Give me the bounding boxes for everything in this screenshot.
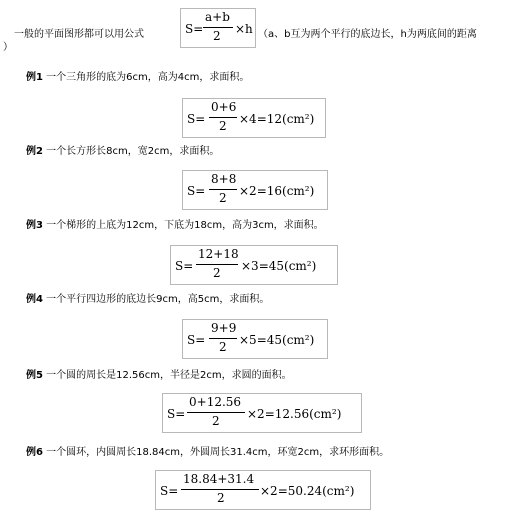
example-question: 一个圆的周长是12.56cm，半径是2cm，求圆的面积。 bbox=[46, 370, 292, 381]
example-2-formula bbox=[182, 170, 328, 210]
example-2-heading bbox=[26, 146, 219, 158]
example-label: 例3 bbox=[26, 220, 43, 231]
example-5-heading bbox=[26, 370, 292, 382]
intro-lead-text: 一般的平面图形都可以用公式 bbox=[14, 29, 144, 40]
example-question: 一个圆环，内圆周长18.84cm，外圆周长31.4cm，环宽2cm，求环形面积。 bbox=[46, 447, 390, 458]
formula-result: ×4=12(cm²) bbox=[239, 112, 315, 126]
example-1-heading bbox=[26, 72, 249, 84]
intro-explanation: （a、b互为两个平行的底边长，h为两底间的距离 bbox=[258, 29, 477, 40]
fraction-bar bbox=[181, 489, 259, 490]
formula-result: ×2=12.56(cm²) bbox=[247, 407, 342, 421]
intro-formula-times: ×h bbox=[235, 22, 253, 36]
intro-close-paren: ） bbox=[3, 42, 13, 53]
formula-numerator: 12+18 bbox=[198, 247, 239, 261]
example-question: 一个长方形长8cm，宽2cm，求面积。 bbox=[46, 146, 220, 157]
fraction-bar bbox=[209, 117, 237, 118]
example-label: 例4 bbox=[26, 294, 43, 305]
formula-numerator: 18.84+31.4 bbox=[183, 472, 255, 486]
example-label: 例6 bbox=[26, 447, 43, 458]
formula-numerator: 0+6 bbox=[211, 100, 237, 114]
fraction-bar bbox=[209, 338, 237, 339]
example-6-heading bbox=[26, 447, 389, 459]
formula-s: S= bbox=[187, 184, 206, 198]
example-4-formula bbox=[182, 319, 328, 359]
formula-s: S= bbox=[160, 484, 179, 498]
example-6-formula bbox=[155, 470, 371, 510]
fraction-bar bbox=[209, 189, 237, 190]
formula-denominator: 2 bbox=[219, 191, 227, 205]
fraction-bar bbox=[196, 264, 238, 265]
formula-s: S= bbox=[187, 112, 206, 126]
formula-denominator: 2 bbox=[212, 414, 220, 428]
example-4-heading bbox=[26, 294, 269, 306]
intro-formula bbox=[180, 8, 256, 48]
intro-formula-numerator: a+b bbox=[205, 10, 230, 24]
formula-result: ×2=16(cm²) bbox=[239, 184, 315, 198]
example-label: 例1 bbox=[26, 72, 43, 83]
formula-denominator: 2 bbox=[219, 340, 227, 354]
intro-formula-denominator: 2 bbox=[213, 29, 221, 43]
example-question: 一个平行四边形的底边长9cm，高5cm，求面积。 bbox=[46, 294, 270, 305]
fraction-bar bbox=[187, 412, 245, 413]
formula-numerator: 0+12.56 bbox=[189, 395, 242, 409]
example-label: 例5 bbox=[26, 370, 43, 381]
example-label: 例2 bbox=[26, 146, 43, 157]
formula-result: ×2=50.24(cm²) bbox=[260, 484, 355, 498]
intro-formula-s: S= bbox=[185, 22, 204, 36]
example-3-heading bbox=[26, 220, 324, 232]
intro-fraction-bar bbox=[203, 27, 233, 28]
example-question: 一个三角形的底为6cm，高为4cm，求面积。 bbox=[46, 72, 250, 83]
formula-s: S= bbox=[175, 259, 194, 273]
formula-result: ×5=45(cm²) bbox=[239, 333, 315, 347]
example-1-formula bbox=[182, 98, 326, 138]
formula-denominator: 2 bbox=[213, 266, 221, 280]
formula-s: S= bbox=[167, 407, 186, 421]
formula-numerator: 9+9 bbox=[211, 321, 237, 335]
formula-denominator: 2 bbox=[217, 491, 225, 505]
formula-denominator: 2 bbox=[219, 119, 227, 133]
formula-s: S= bbox=[187, 333, 206, 347]
formula-numerator: 8+8 bbox=[211, 172, 237, 186]
example-3-formula bbox=[170, 245, 338, 285]
example-5-formula bbox=[162, 393, 362, 433]
example-question: 一个梯形的上底为12cm，下底为18cm，高为3cm，求面积。 bbox=[46, 220, 324, 231]
formula-result: ×3=45(cm²) bbox=[241, 259, 317, 273]
